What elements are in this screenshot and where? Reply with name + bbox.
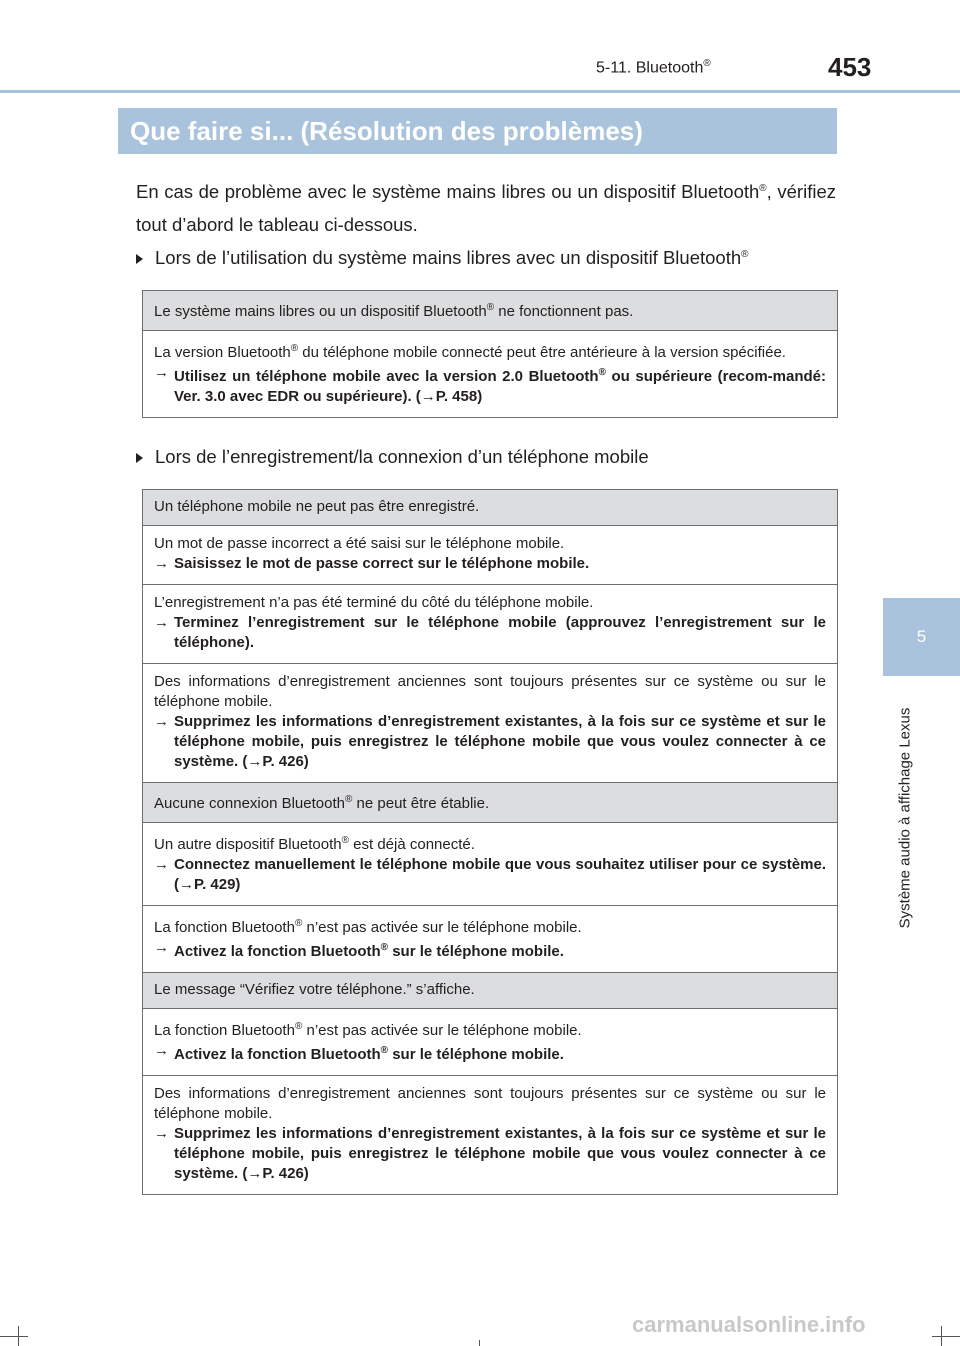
chapter-title-text: Système audio à affichage Lexus [896,707,914,929]
header-rule [0,90,960,93]
action-text: Supprimez les informations d’enregistrement existantes, à la fois sur ce système et sur le téléphone mobile, puis enregistrez le téléphone mobile que vous voulez connecter à ce système. (→P. 426) [174,1125,826,1182]
action-line [154,554,826,574]
arrow-icon: → [154,364,169,381]
cause-text: Un autre dispositif Bluetooth® est déjà connecté. [154,835,475,853]
action-text: Activez la fonction Bluetooth® sur le téléphone mobile. [174,1045,564,1063]
cause-text: La fonction Bluetooth® n’est pas activée sur le téléphone mobile. [154,918,582,936]
table-row [143,823,837,906]
action-line [154,613,826,653]
intro-paragraph: En cas de problème avec le système mains libres ou un dispositif Bluetooth®, vérifiez tout d’abord le tableau ci-dessous. [136,181,836,236]
cause-text: Des informations d’enregistrement anciennes sont toujours présentes sur ce système ou sur le téléphone mobile. [154,1085,826,1122]
cause-text: La version Bluetooth® du téléphone mobile connecté peut être antérieure à la version spécifiée. [154,343,786,361]
table-row [143,1009,837,1076]
chapter-title [895,698,915,938]
action-line [154,1124,826,1184]
action-text: Connectez manuellement le téléphone mobile que vous souhaitez utiliser pour ce système. (→P. 429) [174,856,826,893]
arrow-icon: → [154,1125,169,1142]
triangle-bullet-icon [136,254,143,264]
section-heading [136,247,749,269]
cause-text: Un mot de passe incorrect a été saisi sur le téléphone mobile. [154,535,565,552]
table-row [143,1076,837,1194]
table-row [143,664,837,783]
symptom-row: Aucune connexion Bluetooth® ne peut être établie. [143,783,837,823]
table-row [143,331,837,417]
arrow-icon: → [154,939,169,956]
arrow-icon: → [154,555,169,572]
cause-text: Des informations d’enregistrement anciennes sont toujours présentes sur ce système ou sur le téléphone mobile. [154,673,826,710]
symptom-row: Le système mains libres ou un dispositif Bluetooth® ne fonctionnent pas. [143,291,837,331]
table-row [143,526,837,585]
table-row [143,906,837,973]
crop-mark [941,1326,942,1346]
action-text: Activez la fonction Bluetooth® sur le téléphone mobile. [174,942,564,960]
action-line [154,712,826,772]
crop-mark [932,1336,960,1337]
page-number: 453 [828,52,872,82]
action-line [154,1041,826,1065]
action-line [154,855,826,895]
page-title: Que faire si... (Résolution des problèmes) [118,108,837,154]
arrow-icon: → [154,1042,169,1059]
troubleshooting-table-2 [142,489,838,1195]
crop-mark [0,1336,28,1337]
cause-text: L’enregistrement n’a pas été terminé du côté du téléphone mobile. [154,594,594,611]
crop-mark [479,1340,480,1346]
troubleshooting-table-1 [142,290,838,418]
chapter-tab: 5 [883,598,960,676]
crop-mark [18,1326,19,1346]
section-label: 5-11. Bluetooth® [596,58,711,77]
symptom-row: Le message “Vérifiez votre téléphone.” s’affiche. [143,973,837,1009]
arrow-icon: → [154,614,169,631]
watermark: carmanualsonline.info [632,1312,866,1337]
arrow-icon: → [154,713,169,730]
action-line [154,938,826,962]
table-row [143,585,837,664]
action-text: Saisissez le mot de passe correct sur le téléphone mobile. [174,555,590,572]
action-line [154,363,826,407]
arrow-icon: → [154,856,169,873]
symptom-row: Un téléphone mobile ne peut pas être enregistré. [143,490,837,526]
cause-text: La fonction Bluetooth® n’est pas activée sur le téléphone mobile. [154,1021,582,1039]
action-text: Terminez l’enregistrement sur le téléphone mobile (approuvez l’enregistrement sur le téléphone). [174,614,826,651]
action-text: Supprimez les informations d’enregistrement existantes, à la fois sur ce système et sur le téléphone mobile, puis enregistrez le téléphone mobile que vous voulez connecter à ce système. (→P. 426) [174,713,826,770]
section-heading [136,446,649,468]
section-heading-text: Lors de l’enregistrement/la connexion d’un téléphone mobile [155,446,649,467]
action-text: Utilisez un téléphone mobile avec la version 2.0 Bluetooth® ou supérieure (recom-mandé: Ver. 3.0 avec EDR ou supérieure). (→P. 458) [174,367,826,405]
section-heading-text: Lors de l’utilisation du système mains libres avec un dispositif Bluetooth® [155,247,749,268]
triangle-bullet-icon [136,453,143,463]
